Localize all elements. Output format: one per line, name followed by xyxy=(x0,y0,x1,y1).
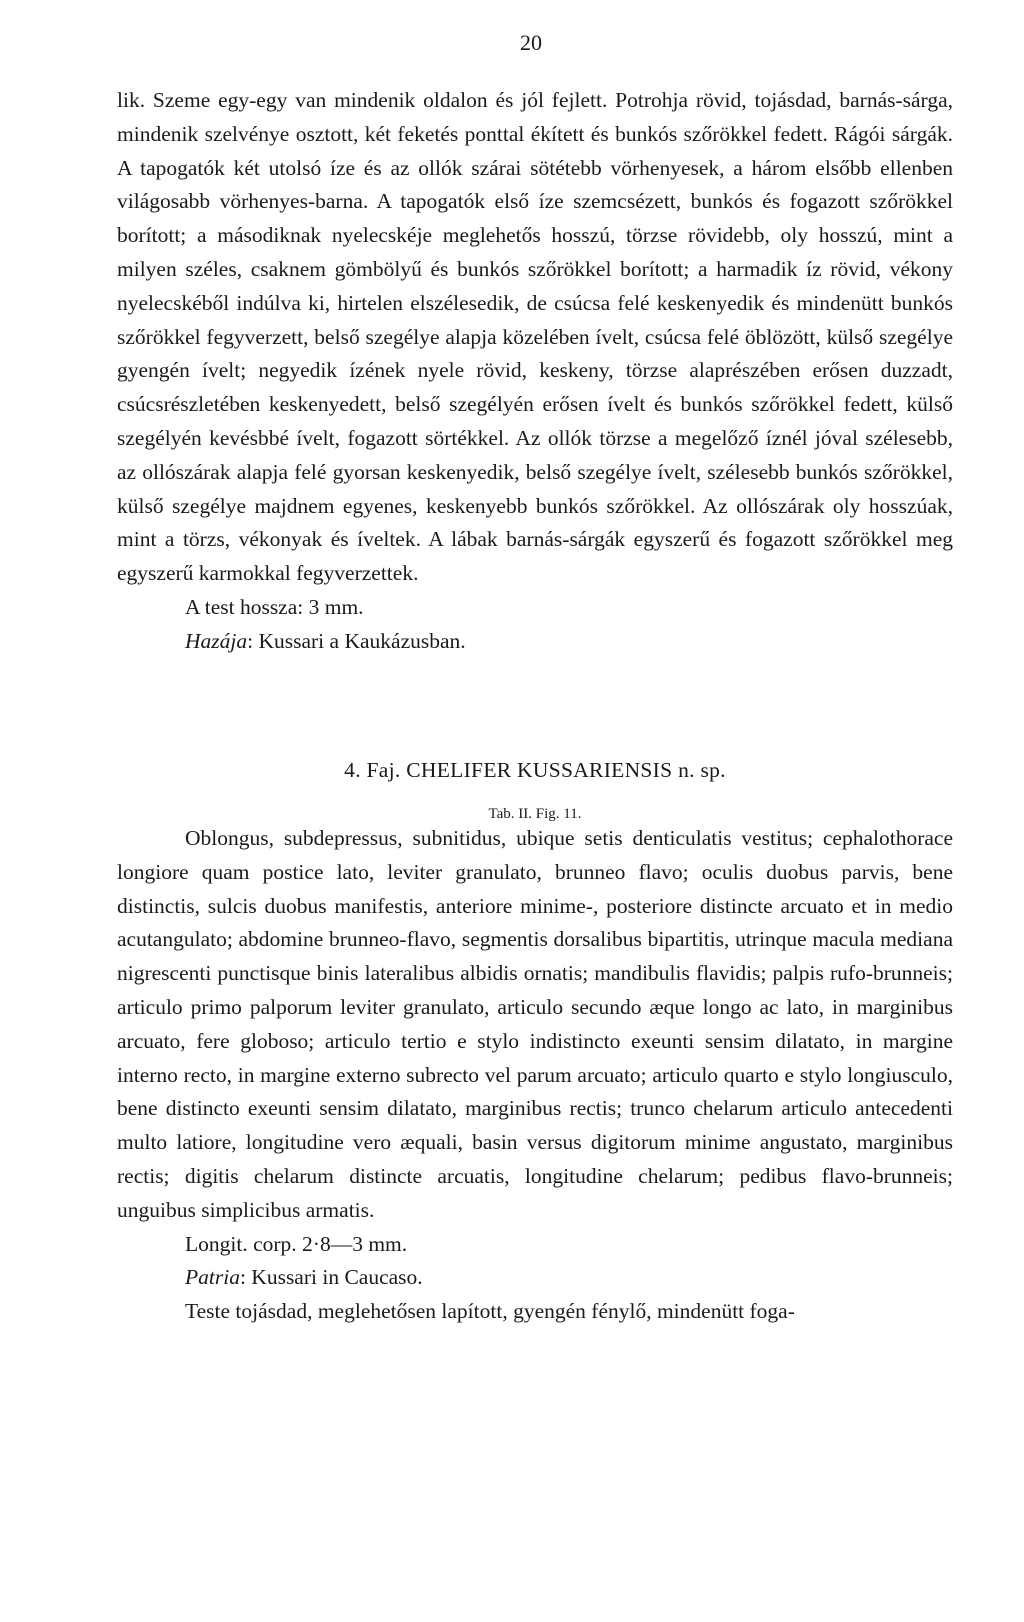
home-label: Hazája xyxy=(185,628,248,653)
home-value: : Kussari a Kaukázusban. xyxy=(247,628,466,653)
plate-reference: Tab. II. Fig. 11. xyxy=(488,806,582,822)
home-line xyxy=(117,625,953,659)
hungarian-description xyxy=(117,84,953,659)
body-length-line: A test hossza: 3 mm. xyxy=(185,594,364,619)
page-number: 20 xyxy=(520,30,542,55)
continuation-line: Teste tojásdad, meglehetősen lapított, gyengén fénylő, mindenütt foga- xyxy=(185,1299,795,1324)
patria-line xyxy=(117,1261,953,1295)
patria-value: : Kussari in Caucaso. xyxy=(239,1265,423,1290)
latin-length-line: Longit. corp. 2·8—3 mm. xyxy=(185,1231,408,1256)
description-paragraph: lik. Szeme egy-egy van mindenik oldalon és jól fejlett. Potrohja rövid, tojásdad, barnás-sárga, mindenik szelvénye osztott, két feketés ponttal ékített és bunkós szőrökkel fedett. Rágói sárgák. A tapogatók két utolsó íze és az ollók szárai sötétebb vörhenyesek, a három elsőbb ellenben világosabb vörhenyes-barna. A tapogatók első íze szemcsézett, bunkós és fogazott szőrökkel borított; a másodiknak nyelecskéje meglehetős hosszú, törzse rövidebb, oly hosszú, mint a milyen széles, csaknem gömbölyű és bunkós szőrökkel borított; a harmadik íz rövid, vékony nyelecskéből indúlva ki, hirtelen elszélesedik, de csúcsa felé keskenyedik és mindenütt bunkós szőrökkel fegyverzett, belső szegélye alapja közelében ívelt, csúcsa felé öblözött, külső szegélye gyengén ívelt; negyedik ízének nyele rövid, keskeny, törzse alaprészében erősen duzzadt, csúcsrészletében keskenyedett, belső szegélyén erősen ívelt és bunkós szőrökkel fedett, külső szegélyén kevésbbé ívelt, fogazott sörtékkel. Az ollók törzse a megelőző íznél jóval szélesebb, az ollószárak alapja felé gyorsan keskenyedik, belső szegélye ívelt, szélesebb bunkós szőrökkel, külső szegélye majdnem egyenes, keskenyebb bunkós szőrökkel. Az ollószárak oly hosszúak, mint a törzs, vékonyak és íveltek. A lábak barnás-sárgák egyszerű és fogazott szőrökkel meg egyszerű karmokkal fegyverzettek. xyxy=(117,88,953,586)
latin-description xyxy=(117,822,953,1329)
latin-paragraph: Oblongus, subdepressus, subnitidus, ubique setis denticulatis vestitus; cephalothorace longiore quam postice lato, leviter granulato, brunneo flavo; oculis duobus parvis, bene distinctis, sulcis duobus manifestis, anteriore minime-, posteriore distincte arcuato et in medio acutangulato; abdomine brunneo-flavo, segmentis dorsalibus bipartitis, utrinque macula mediana nigrescenti punctisque binis lateralibus albidis ornatis; mandibulis flavidis; palpis rufo-brunneis; articulo primo palporum leviter granulato, articulo secundo æque longo ac lato, in marginibus arcuato, fere globoso; articulo tertio e stylo indistincto exeunti sensim dilatato, in margine interno recto, in margine externo subrecto vel parum arcuato; articulo quarto e stylo longiusculo, bene distincto exeunti sensim dilatato, marginibus rectis; trunco chelarum articulo antecedenti multo latiore, longitudine vero æquali, basin versus digitorum minime angustato, marginibus rectis; digitis chelarum distincte arcuatis, longitudine chelarum; pedibus flavo-brunneis; unguibus simplicibus armatis. xyxy=(117,826,953,1222)
species-heading: 4. Faj. CHELIFER KUSSARIENSIS n. sp. xyxy=(344,758,726,782)
patria-label: Patria xyxy=(185,1265,240,1290)
